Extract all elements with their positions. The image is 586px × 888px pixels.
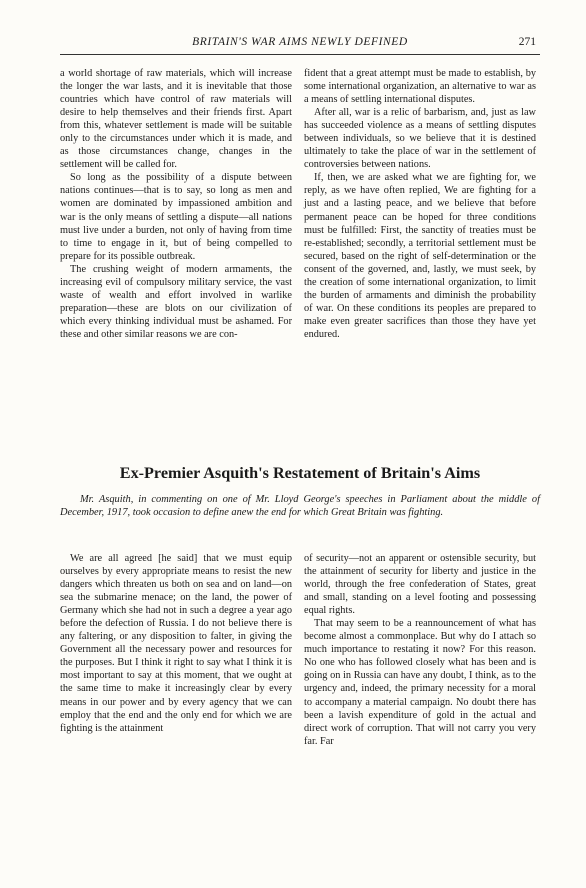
paragraph: That may seem to be a reannouncement of what has become almost a commonplace. But why do I attach so much importance to restating it now? For this reason. No one who has followed closely what has been and is going on in Russia can have any doubt, I think, as to the urgency and, indeed, the primary necessity for a moral to accompany a material campaign. No doubt there has been a lavish expenditure of gold in the actual and direct work of corruption. That will not carry you very far. Far	[304, 618, 536, 747]
top-right-column	[304, 67, 536, 341]
bottom-left-column	[60, 552, 292, 735]
paragraph: a world shortage of raw materials, which will increase the longer the war lasts, and it is inevitable that those countries which have control of raw materials will desire to help themselves and their friends first. Apart from this, whatever settlement is made will be suitable only to the circumstances under which it is made, and as those circumstances change, changes in the settlement will be called for.	[60, 68, 292, 171]
paragraph: We are all agreed [he said] that we must equip ourselves by every appropriate means to resist the new dangers which threaten us both on sea and on land—on sea the submarine menace; on the land, the power of Germany which she had not in such a degree a year ago before the defection of Russia. I do not believe there is any faltering, or any disposition to falter, in giving the Government all the necessary power and resources for the purposes. But I think it right to say what I think it is most important to say at this moment, that we ought at the same time to make it increasingly clear by every means in our power and by every agency that we can employ that the end and the only end for which we are fighting is the attainment	[60, 553, 292, 734]
paragraph: If, then, we are asked what we are fighting for, we reply, as we have often replied, We are fighting for a just and a lasting peace, and we believe that before permanent peace can be hoped for three conditions must be fulfilled: First, the sanctity of treaties must be re-established; secondly, a territorial settlement must be secured, based on the right of self-determination or the consent of the governed, and, lastly, we must seek, by the creation of some international organization, to limit the burden of armaments and diminish the probability of war. On these conditions its peoples are prepared to make even greater sacrifices than those they have yet endured.	[304, 172, 536, 340]
paragraph: So long as the possibility of a dispute between nations continues—that is to say, so long as men and women are dominated by impassioned ambition and war is the only means of settling a dispute—all nations must live under a burden, not only of having from time to time to engage in it, but of being compelled to prepare for its possible outbreak.	[60, 172, 292, 262]
paragraph: The crushing weight of modern armaments, the increasing evil of compulsory military service, the vast waste of wealth and effort involved in warlike preparation—these are blots on our civilization of which every thinking individual must be ashamed. For these and other similar reasons we are con-	[60, 263, 292, 340]
paragraph: of security—not an apparent or ostensible security, but the attainment of security for liberty and justice in the world, through the free confederation of States, great and small, standing on a level footing and possessing equal rights.	[304, 553, 536, 617]
paragraph: After all, war is a relic of barbarism, and, just as law has succeeded violence as a means of settling disputes between individuals, so we believe that it is destined ultimately to take the place of war in the settlement of controversies between nations.	[304, 107, 536, 171]
bottom-right-column	[304, 552, 536, 748]
top-left-column	[60, 67, 292, 341]
section-intro: Mr. Asquith, in commenting on one of Mr. Lloyd George's speeches in Parliament about the middle of December, 1917, took occasion to define anew the end for which Great Britain was fighting.	[60, 494, 540, 518]
page-header	[60, 36, 540, 55]
section-heading: Ex-Premier Asquith's Restatement of Britain's Aims	[119, 464, 481, 482]
running-title: BRITAIN'S WAR AIMS NEWLY DEFINED	[192, 36, 408, 48]
page-number: 271	[518, 36, 536, 48]
paragraph: fident that a great attempt must be made to establish, by some international organization, an alternative to war as a means of settling international disputes.	[304, 68, 536, 106]
